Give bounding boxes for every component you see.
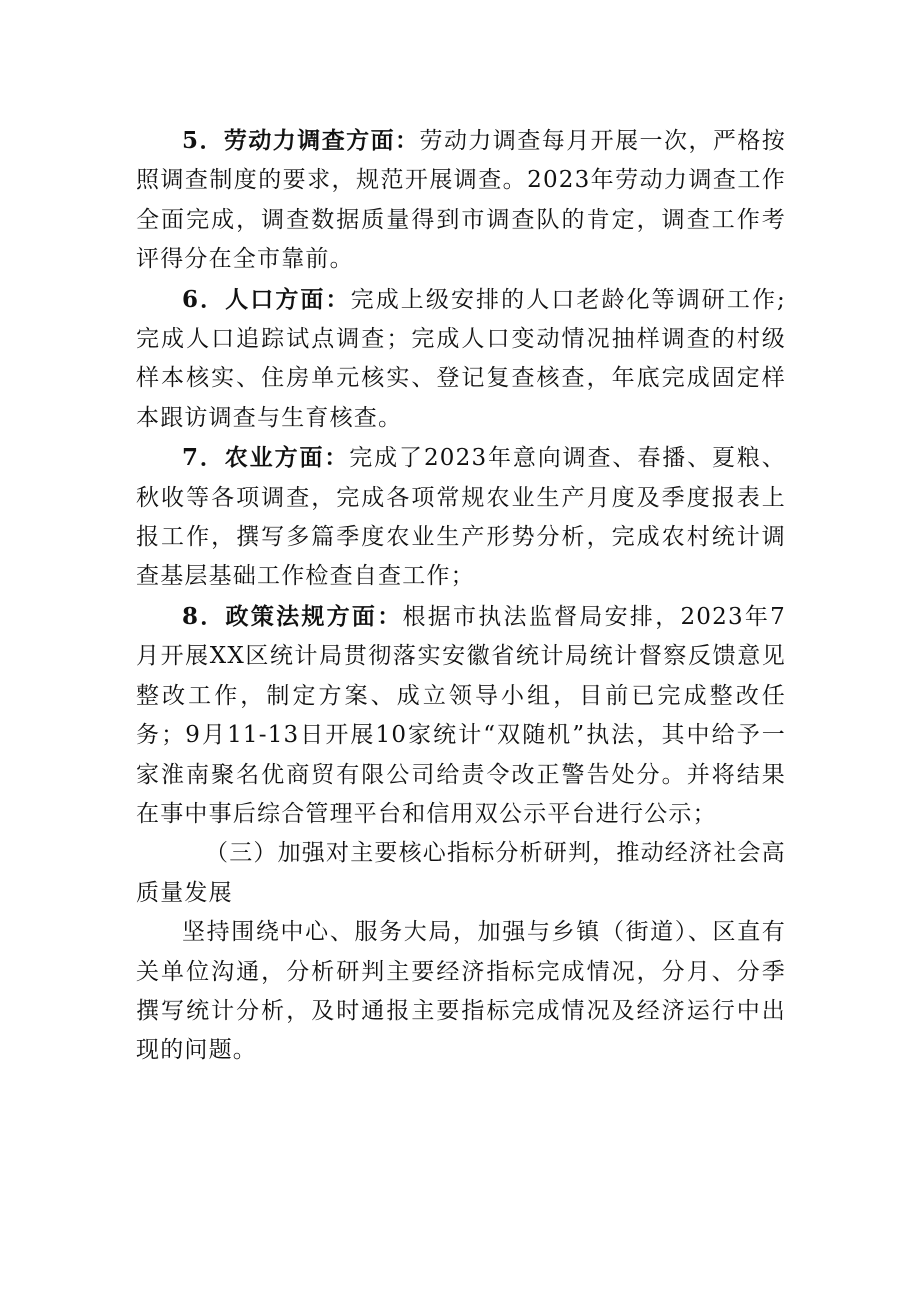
paragraph-lead: 6．人口方面： [182, 285, 351, 313]
paragraph-lead: 5．劳动力调查方面： [182, 127, 420, 154]
paragraph-agriculture [136, 438, 786, 597]
paragraph-policy-law [136, 597, 786, 834]
closing-paragraph: 坚持围绕中心、服务大局，加强与乡镇（街道）、区直有关单位沟通，分析研判主要经济指标完成情况，分月、分季撰写统计分析，及时通报主要指标完成情况及经济运行中出现的问题。 [136, 919, 786, 1064]
paragraph-lead: 8．政策法规方面： [182, 602, 403, 630]
paragraph-text: 完成上级安排的人口老龄化等调研工作;完成人口追踪试点调查；完成人口变动情况抽样调查的村级样本核实、住房单元核实、登记复查核查，年底完成固定样本跟访调查与生育核查。 [136, 286, 786, 431]
paragraph-text: 完成了2023年意向调查、春播、夏粮、秋收等各项调查，完成各项常规农业生产月度及季度报表上报工作，撰写多篇季度农业生产形势分析，完成农村统计调查基层基础工作检查自查工作； [136, 445, 786, 590]
paragraph-text: 根据市执法监督局安排，2023年7月开展XX区统计局贯彻落实安徽省统计局统计督察反馈意见整改工作，制定方案、成立领导小组，目前已完成整改任务；9月11-13日开展10家统计“双随机”执法，其中给予一家淮南聚名优商贸有限公司给责令改正警告处分。并将结果在事中事后综合管理平台和信用双公示平台进行公示； [136, 603, 786, 827]
paragraph-text: 劳动力调查每月开展一次，严格按照调查制度的要求，规范开展调查。2023年劳动力调查工作全面完成，调查数据质量得到市调查队的肯定，调查工作考评得分在全市靠前。 [136, 128, 786, 273]
paragraph-labor-survey [136, 121, 786, 280]
paragraph-lead: 7．农业方面： [182, 444, 350, 472]
paragraph-population [136, 280, 786, 439]
document-body [136, 121, 786, 1071]
section-heading: （三）加强对主要核心指标分析研判，推动经济社会高质量发展 [136, 840, 786, 906]
